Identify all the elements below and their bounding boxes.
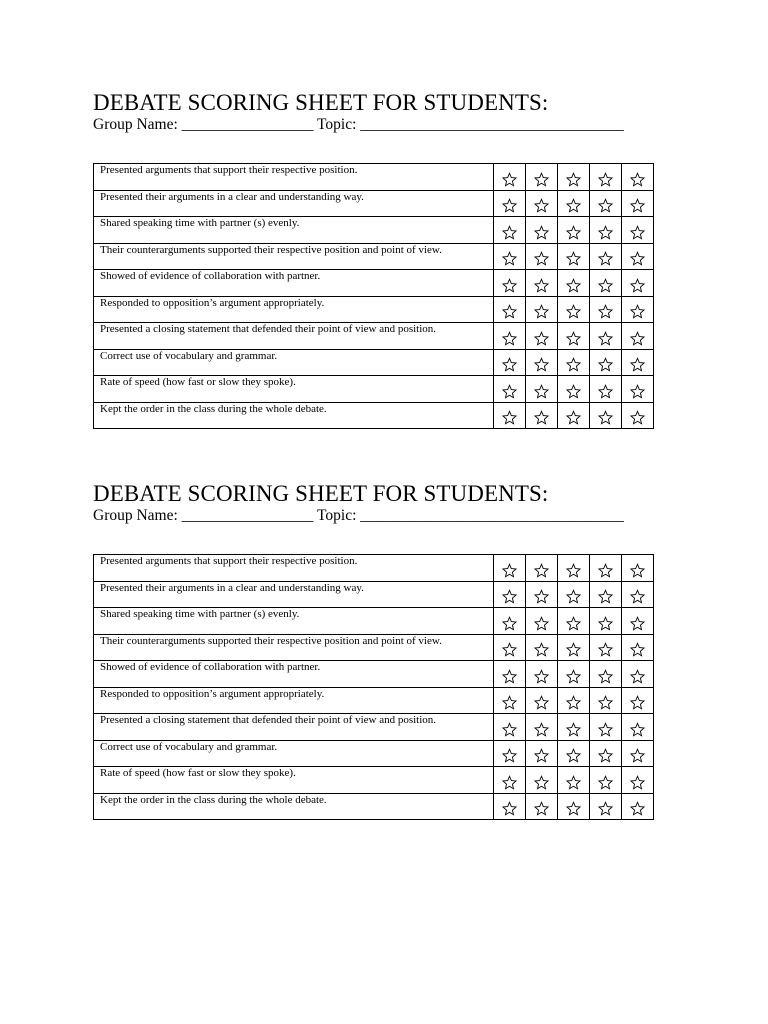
rating-star-cell [558,767,590,794]
star-outline-icon [494,331,525,346]
rating-star-cell [590,661,622,688]
rating-star-cell [558,714,590,741]
rating-star-cell [494,402,526,429]
rating-star-cell [526,164,558,191]
criterion-cell [94,767,494,794]
criterion-text: Rate of speed (how fast or slow they spoke). [100,767,296,779]
criteria-row [94,217,654,244]
star-outline-icon [558,198,589,213]
rating-star-cell [526,555,558,582]
star-outline-icon [622,384,653,399]
criterion-cell [94,608,494,635]
criteria-table [93,554,654,820]
star-outline-icon [526,669,557,684]
star-outline-icon [526,695,557,710]
star-outline-icon [494,251,525,266]
star-outline-icon [558,331,589,346]
star-outline-icon [558,304,589,319]
rating-star-cell [590,608,622,635]
star-outline-icon [526,172,557,187]
criterion-text: Presented a closing statement that defended their point of view and position. [100,323,437,335]
criterion-cell [94,270,494,297]
rating-star-cell [494,217,526,244]
rating-star-cell [558,740,590,767]
rating-star-cell [526,581,558,608]
criteria-row [94,634,654,661]
rating-star-cell [622,767,654,794]
star-outline-icon [558,357,589,372]
criteria-row [94,243,654,270]
rating-star-cell [558,402,590,429]
rating-star-cell [494,555,526,582]
star-outline-icon [526,748,557,763]
rating-star-cell [558,793,590,820]
rating-star-cell [622,243,654,270]
star-outline-icon [558,172,589,187]
criteria-row [94,687,654,714]
star-outline-icon [590,172,621,187]
rating-star-cell [590,740,622,767]
rating-star-cell [590,581,622,608]
criterion-cell [94,793,494,820]
rating-star-cell [590,687,622,714]
rating-star-cell [526,687,558,714]
rating-star-cell [526,323,558,350]
star-outline-icon [558,589,589,604]
group-topic-line: Group Name: _________________ Topic: __________________________________ [93,507,624,524]
star-outline-icon [494,695,525,710]
rating-star-cell [494,190,526,217]
rating-star-cell [494,164,526,191]
rating-star-cell [590,243,622,270]
star-outline-icon [558,642,589,657]
star-outline-icon [526,304,557,319]
rating-star-cell [494,270,526,297]
rating-star-cell [590,296,622,323]
rating-star-cell [526,634,558,661]
rating-star-cell [526,661,558,688]
rating-star-cell [622,581,654,608]
scoring-sheet-1 [93,90,653,415]
rating-star-cell [590,793,622,820]
star-outline-icon [590,589,621,604]
scoring-sheet-2 [93,481,653,806]
star-outline-icon [494,642,525,657]
star-outline-icon [622,695,653,710]
rating-star-cell [558,634,590,661]
star-outline-icon [590,357,621,372]
rating-star-cell [558,349,590,376]
star-outline-icon [590,384,621,399]
criteria-row [94,740,654,767]
star-outline-icon [494,589,525,604]
rating-star-cell [494,376,526,403]
star-outline-icon [590,616,621,631]
criteria-row [94,376,654,403]
star-outline-icon [494,172,525,187]
criterion-cell [94,687,494,714]
criterion-text: Presented their arguments in a clear and understanding way. [100,190,364,203]
rating-star-cell [622,608,654,635]
criterion-text: Shared speaking time with partner (s) evenly. [100,217,300,229]
rating-star-cell [590,555,622,582]
criterion-cell [94,243,494,270]
star-outline-icon [590,251,621,266]
rating-star-cell [558,164,590,191]
criterion-cell [94,740,494,767]
star-outline-icon [494,775,525,790]
criterion-text: Kept the order in the class during the whole debate. [100,793,327,806]
criterion-text: Shared speaking time with partner (s) evenly. [100,608,300,620]
criterion-text: Presented a closing statement that defended their point of view and position. [100,714,437,726]
star-outline-icon [526,801,557,816]
star-outline-icon [526,331,557,346]
criteria-row [94,661,654,688]
rating-star-cell [558,608,590,635]
star-outline-icon [526,278,557,293]
star-outline-icon [494,563,525,578]
star-outline-icon [622,410,653,425]
rating-star-cell [558,555,590,582]
criterion-cell [94,714,494,741]
star-outline-icon [526,589,557,604]
sheet-title: DEBATE SCORING SHEET FOR STUDENTS: [93,481,549,506]
star-outline-icon [590,225,621,240]
criteria-row [94,349,654,376]
star-outline-icon [526,357,557,372]
rating-star-cell [622,296,654,323]
rating-star-cell [494,296,526,323]
rating-star-cell [558,217,590,244]
criterion-cell [94,323,494,350]
star-outline-icon [590,722,621,737]
criterion-text: Kept the order in the class during the whole debate. [100,402,327,415]
rating-star-cell [558,243,590,270]
criterion-text: Correct use of vocabulary and grammar. [100,740,278,753]
criterion-cell [94,634,494,661]
rating-star-cell [526,349,558,376]
rating-star-cell [622,217,654,244]
star-outline-icon [622,775,653,790]
star-outline-icon [590,669,621,684]
rating-star-cell [494,349,526,376]
criteria-row [94,164,654,191]
star-outline-icon [622,722,653,737]
rating-star-cell [558,323,590,350]
criterion-cell [94,217,494,244]
rating-star-cell [558,270,590,297]
rating-star-cell [526,217,558,244]
rating-star-cell [494,687,526,714]
criterion-text: Their counterarguments supported their respective position and point of view. [100,243,442,256]
criterion-cell [94,402,494,429]
rating-star-cell [494,661,526,688]
criteria-row [94,608,654,635]
star-outline-icon [558,695,589,710]
rating-star-cell [494,767,526,794]
star-outline-icon [622,616,653,631]
rating-star-cell [622,555,654,582]
star-outline-icon [526,642,557,657]
rating-star-cell [558,687,590,714]
star-outline-icon [494,384,525,399]
rating-star-cell [622,164,654,191]
star-outline-icon [622,642,653,657]
rating-star-cell [526,740,558,767]
group-topic-line: Group Name: _________________ Topic: __________________________________ [93,116,624,133]
rating-star-cell [622,376,654,403]
rating-star-cell [622,270,654,297]
star-outline-icon [622,748,653,763]
rating-star-cell [558,661,590,688]
star-outline-icon [526,722,557,737]
rating-star-cell [590,402,622,429]
criteria-row [94,581,654,608]
criterion-text: Responded to opposition’s argument appropriately. [100,296,325,309]
rating-star-cell [622,349,654,376]
star-outline-icon [526,251,557,266]
star-outline-icon [590,198,621,213]
star-outline-icon [494,225,525,240]
rating-star-cell [622,190,654,217]
rating-star-cell [526,793,558,820]
star-outline-icon [494,748,525,763]
rating-star-cell [494,714,526,741]
criterion-cell [94,190,494,217]
star-outline-icon [526,225,557,240]
rating-star-cell [558,190,590,217]
rating-star-cell [526,296,558,323]
rating-star-cell [558,376,590,403]
star-outline-icon [494,801,525,816]
star-outline-icon [558,616,589,631]
criterion-text: Correct use of vocabulary and grammar. [100,349,278,362]
criteria-row [94,767,654,794]
rating-star-cell [622,687,654,714]
star-outline-icon [558,278,589,293]
criterion-text: Showed of evidence of collaboration with partner. [100,661,321,673]
star-outline-icon [622,669,653,684]
star-outline-icon [526,563,557,578]
star-outline-icon [494,410,525,425]
criterion-cell [94,349,494,376]
rating-star-cell [494,634,526,661]
star-outline-icon [590,748,621,763]
star-outline-icon [590,563,621,578]
star-outline-icon [622,357,653,372]
rating-star-cell [526,714,558,741]
star-outline-icon [590,304,621,319]
criteria-row [94,402,654,429]
rating-star-cell [622,793,654,820]
criterion-text: Showed of evidence of collaboration with partner. [100,270,321,282]
star-outline-icon [494,304,525,319]
rating-star-cell [526,402,558,429]
star-outline-icon [526,198,557,213]
star-outline-icon [622,304,653,319]
rating-star-cell [494,243,526,270]
criteria-row [94,555,654,582]
star-outline-icon [526,384,557,399]
star-outline-icon [558,410,589,425]
star-outline-icon [590,695,621,710]
criterion-text: Presented arguments that support their respective position. [100,164,358,176]
star-outline-icon [526,775,557,790]
rating-star-cell [590,767,622,794]
star-outline-icon [558,748,589,763]
star-outline-icon [494,357,525,372]
criterion-cell [94,555,494,582]
star-outline-icon [494,278,525,293]
rating-star-cell [526,767,558,794]
rating-star-cell [590,349,622,376]
rating-star-cell [526,243,558,270]
rating-star-cell [622,323,654,350]
rating-star-cell [526,376,558,403]
star-outline-icon [558,563,589,578]
star-outline-icon [558,225,589,240]
criteria-row [94,714,654,741]
criterion-text: Their counterarguments supported their respective position and point of view. [100,634,442,647]
star-outline-icon [558,669,589,684]
rating-star-cell [590,190,622,217]
criterion-cell [94,376,494,403]
star-outline-icon [494,722,525,737]
rating-star-cell [494,793,526,820]
star-outline-icon [558,251,589,266]
star-outline-icon [622,198,653,213]
rating-star-cell [590,323,622,350]
star-outline-icon [494,669,525,684]
star-outline-icon [622,278,653,293]
star-outline-icon [622,331,653,346]
rating-star-cell [622,402,654,429]
star-outline-icon [590,331,621,346]
criteria-row [94,323,654,350]
rating-star-cell [526,608,558,635]
star-outline-icon [622,251,653,266]
star-outline-icon [558,384,589,399]
star-outline-icon [622,589,653,604]
star-outline-icon [494,616,525,631]
rating-star-cell [526,190,558,217]
rating-star-cell [494,323,526,350]
criterion-text: Rate of speed (how fast or slow they spoke). [100,376,296,388]
rating-star-cell [590,164,622,191]
rating-star-cell [494,581,526,608]
star-outline-icon [590,642,621,657]
rating-star-cell [622,714,654,741]
star-outline-icon [558,801,589,816]
rating-star-cell [494,608,526,635]
rating-star-cell [622,661,654,688]
criteria-table [93,163,654,429]
criterion-cell [94,296,494,323]
star-outline-icon [622,563,653,578]
star-outline-icon [494,198,525,213]
star-outline-icon [590,775,621,790]
criterion-cell [94,581,494,608]
star-outline-icon [622,172,653,187]
criteria-row [94,296,654,323]
star-outline-icon [590,801,621,816]
star-outline-icon [526,616,557,631]
rating-star-cell [590,217,622,244]
criterion-cell [94,164,494,191]
rating-star-cell [494,740,526,767]
star-outline-icon [622,225,653,240]
star-outline-icon [558,775,589,790]
criterion-text: Responded to opposition’s argument appropriately. [100,687,325,700]
rating-star-cell [590,270,622,297]
criteria-row [94,190,654,217]
rating-star-cell [590,634,622,661]
rating-star-cell [590,714,622,741]
rating-star-cell [526,270,558,297]
star-outline-icon [590,410,621,425]
star-outline-icon [622,801,653,816]
star-outline-icon [526,410,557,425]
criteria-row [94,793,654,820]
rating-star-cell [590,376,622,403]
criterion-text: Presented arguments that support their respective position. [100,555,358,567]
rating-star-cell [558,296,590,323]
sheet-title: DEBATE SCORING SHEET FOR STUDENTS: [93,90,549,115]
star-outline-icon [558,722,589,737]
criterion-text: Presented their arguments in a clear and understanding way. [100,581,364,594]
rating-star-cell [622,634,654,661]
star-outline-icon [590,278,621,293]
rating-star-cell [558,581,590,608]
criterion-cell [94,661,494,688]
rating-star-cell [622,740,654,767]
criteria-row [94,270,654,297]
